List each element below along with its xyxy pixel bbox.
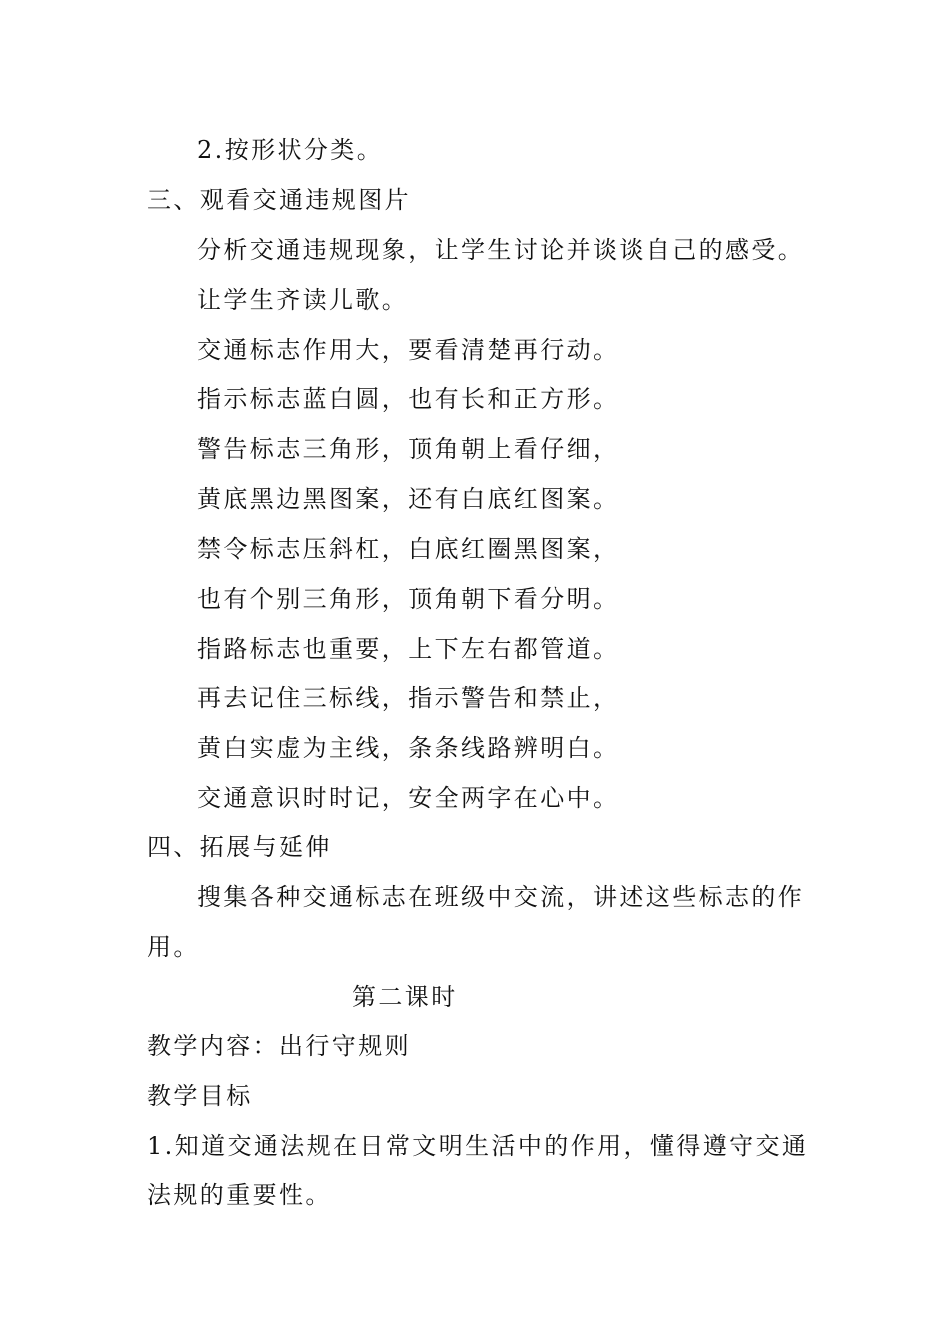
poem-line: 警告标志三角形，顶角朝上看仔细，	[197, 435, 620, 463]
paragraph: 分析交通违规现象，让学生讨论并谈谈自己的感受。	[197, 236, 805, 264]
poem-line: 交通标志作用大，要看清楚再行动。	[197, 336, 620, 364]
poem-line: 指示标志蓝白圆，也有长和正方形。	[197, 385, 620, 413]
teaching-goals-heading: 教学目标	[147, 1082, 253, 1110]
poem-line: 黄白实虚为主线，条条线路辨明白。	[197, 734, 620, 762]
list-item-shape-classification: 2.按形状分类。	[197, 136, 384, 164]
poem-line: 再去记住三标线，指示警告和禁止，	[197, 684, 620, 712]
teaching-content: 教学内容：出行守规则	[147, 1032, 411, 1060]
paragraph: 让学生齐读儿歌。	[197, 286, 409, 314]
goal-item-continuation: 法规的重要性。	[147, 1181, 332, 1209]
paragraph-continuation: 用。	[147, 933, 200, 961]
poem-line: 交通意识时时记，安全两字在心中。	[197, 784, 620, 812]
poem-line: 指路标志也重要，上下左右都管道。	[197, 635, 620, 663]
paragraph: 搜集各种交通标志在班级中交流，讲述这些标志的作	[197, 883, 805, 911]
poem-line: 禁令标志压斜杠，白底红圈黑图案，	[197, 535, 620, 563]
section-heading-3: 三、观看交通违规图片	[147, 186, 411, 214]
lesson-title: 第二课时	[352, 983, 458, 1011]
poem-line: 黄底黑边黑图案，还有白底红图案。	[197, 485, 620, 513]
goal-item: 1.知道交通法规在日常文明生活中的作用，懂得遵守交通	[147, 1132, 809, 1160]
section-heading-4: 四、拓展与延伸	[147, 833, 332, 861]
poem-line: 也有个别三角形，顶角朝下看分明。	[197, 585, 620, 613]
